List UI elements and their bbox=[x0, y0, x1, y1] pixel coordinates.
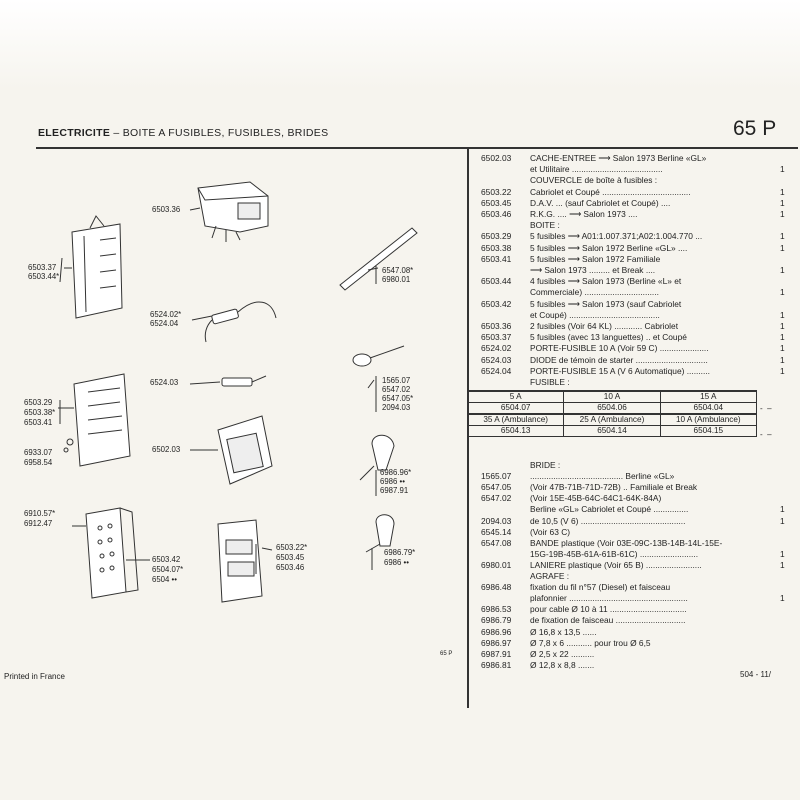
figure-label: 6503.44* bbox=[28, 272, 60, 281]
part-description: R.K.G. .... ⟶ Salon 1973 .... bbox=[530, 209, 638, 219]
figure-label: 6503.42 bbox=[152, 555, 181, 564]
figure-label: 6503.46 bbox=[276, 563, 305, 572]
part-ref: 6503.42 bbox=[481, 298, 512, 309]
part-quantity: 1 bbox=[780, 242, 785, 253]
table-cell: 25 A (Ambulance) bbox=[564, 414, 660, 426]
figure-label: 6986.96* bbox=[380, 468, 412, 477]
figure-label: 6504.07* bbox=[152, 565, 184, 574]
figure-label: 1565.07 bbox=[382, 376, 411, 385]
fuse-cover-drawing bbox=[218, 520, 262, 602]
part-ref: 6503.44 bbox=[481, 276, 512, 287]
part-ref: 6524.04 bbox=[481, 365, 512, 376]
table-cell: 6504.06 bbox=[564, 403, 660, 415]
figure-label: 2094.03 bbox=[382, 403, 411, 412]
part-description: 5 fusibles (avec 13 languettes) .. et Coupé bbox=[530, 332, 687, 343]
part-ref: 6980.01 bbox=[481, 559, 512, 570]
figure-label: 6980.01 bbox=[382, 275, 411, 284]
part-ref: 6986.48 bbox=[481, 582, 512, 593]
part-description: (Voir 63 C) bbox=[530, 526, 571, 537]
part-quantity: 1 bbox=[780, 321, 785, 331]
figure-label: 6547.08* bbox=[382, 266, 414, 275]
figure-label: 6503.22* bbox=[276, 543, 308, 552]
part-quantity: 1 bbox=[780, 343, 785, 354]
figure-label: 6910.57* bbox=[24, 509, 56, 518]
part-quantity: 1 bbox=[780, 209, 785, 219]
part-description: Ø 12,8 x 8,8 ....... bbox=[530, 659, 595, 670]
figure-label: 6987.91 bbox=[380, 486, 409, 495]
part-description: Berline «GL» Cabriolet et Coupé ............... bbox=[530, 504, 689, 515]
table-cell: 10 A (Ambulance) bbox=[660, 414, 756, 426]
table-row bbox=[468, 403, 757, 415]
part-ref: 6503.29 bbox=[481, 231, 512, 242]
figure-label: 6933.07 bbox=[24, 448, 53, 457]
part-ref: 6503.37 bbox=[481, 332, 512, 343]
part-description: BOITE : bbox=[530, 220, 560, 231]
part-description: Ø 2,5 x 22 .......... bbox=[530, 648, 595, 659]
part-ref: 6503.46 bbox=[481, 209, 512, 219]
part-quantity: 1 bbox=[780, 332, 785, 343]
table-row bbox=[468, 414, 757, 426]
table-row bbox=[468, 391, 757, 403]
fuse-box-vertical-drawing bbox=[72, 216, 122, 318]
part-description: (Voir 47B-71B-71D-72B) .. Familiale et Break bbox=[530, 482, 698, 493]
part-description: Cabriolet et Coupé ...................................... bbox=[530, 186, 691, 197]
part-description: 2 fusibles (Voir 64 KL) ............ Cabriolet bbox=[530, 321, 679, 331]
part-quantity: 1 bbox=[780, 365, 785, 376]
part-quantity: 1 bbox=[780, 265, 785, 275]
part-description: COUVERCLE de boîte à fusibles : bbox=[530, 175, 658, 186]
figure-label: 6503.37 bbox=[28, 263, 57, 272]
part-ref: 6986.81 bbox=[481, 659, 512, 670]
part-description: 5 fusibles ⟶ Salon 1972 Berline «GL» .... bbox=[530, 242, 688, 253]
figure-label: 6524.02* bbox=[150, 310, 182, 319]
part-description: ⟶ Salon 1973 ......... et Break .... bbox=[530, 265, 656, 275]
clip-drawing-1 bbox=[372, 435, 394, 470]
figure-label: 6986.79* bbox=[384, 548, 416, 557]
part-ref: 6986.79 bbox=[481, 615, 512, 626]
part-description: FUSIBLE : bbox=[530, 377, 570, 387]
relay-box-drawing bbox=[198, 182, 268, 242]
part-ref: 6547.05 bbox=[481, 482, 512, 493]
figure-label: 6504 •• bbox=[152, 575, 177, 584]
part-quantity: 1 bbox=[780, 559, 785, 570]
table-cell: 6504.04 bbox=[660, 403, 756, 415]
table-header-cell: 10 A bbox=[564, 391, 660, 403]
part-ref: 6987.91 bbox=[481, 648, 512, 659]
part-description: PORTE-FUSIBLE 10 A (Voir 59 C) ..................... bbox=[530, 343, 709, 354]
figure-label: 6503.36 bbox=[152, 205, 181, 214]
part-ref: 6503.45 bbox=[481, 197, 512, 208]
connector-block-drawing bbox=[86, 508, 138, 598]
part-description: de 10,5 (V 6) ............................................. bbox=[530, 515, 686, 526]
part-quantity: 1 bbox=[780, 309, 785, 320]
part-description: Ø 16,8 x 13,5 ...... bbox=[530, 626, 597, 637]
figure-label: 6503.29 bbox=[24, 398, 53, 407]
figure-label: 6958.54 bbox=[24, 458, 53, 467]
part-description: BRIDE : bbox=[530, 460, 561, 470]
part-description: de fixation de faisceau .............................. bbox=[530, 615, 686, 626]
part-description: 5 fusibles ⟶ A01:1.007.371;A02:1.004.770 ... bbox=[530, 231, 703, 242]
part-description: plafonnier ................................................... bbox=[530, 593, 688, 604]
part-ref: 6502.03 bbox=[481, 153, 512, 163]
part-ref: 6547.08 bbox=[481, 537, 512, 548]
part-description: PORTE-FUSIBLE 15 A (V 6 Automatique) .......... bbox=[530, 365, 710, 376]
part-description: BANDE plastique (Voir 03E-09C-13B-14B-14L-15E- bbox=[530, 537, 723, 548]
figure-label: 6986 •• bbox=[384, 558, 409, 567]
fuse-holder-drawing bbox=[205, 302, 276, 342]
page-number: 65 P bbox=[733, 117, 777, 140]
part-description: pour cable Ø 10 à 11 ................................. bbox=[530, 604, 687, 615]
part-ref: 6503.22 bbox=[481, 186, 512, 197]
part-description: 5 fusibles ⟶ Salon 1972 Familiale bbox=[530, 253, 661, 264]
figure-label: 6547.02 bbox=[382, 385, 411, 394]
part-description: 4 fusibles ⟶ Salon 1973 (Berline «L» et bbox=[530, 276, 682, 287]
part-ref: 2094.03 bbox=[481, 515, 512, 526]
part-ref: 6986.53 bbox=[481, 604, 512, 615]
part-description: D.A.V. ... (sauf Cabriolet et Coupé) .... bbox=[530, 197, 671, 208]
printed-in-label: Printed in France bbox=[4, 672, 65, 681]
part-quantity: 1 bbox=[780, 504, 785, 515]
dash-mark: - – bbox=[760, 404, 772, 413]
part-description: CACHE-ENTREE ⟶ Salon 1973 Berline «GL» bbox=[530, 153, 707, 163]
footer-page-number: 65 P bbox=[440, 651, 453, 657]
fuse-table bbox=[467, 390, 757, 437]
part-description: 15G-19B-45B-61A-61B-61C) ......................... bbox=[530, 548, 699, 559]
table-cell: 35 A (Ambulance) bbox=[468, 414, 564, 426]
part-ref: 6545.14 bbox=[481, 526, 512, 537]
part-quantity: 1 bbox=[780, 515, 785, 526]
part-description: et Utilitaire ....................................... bbox=[530, 164, 663, 175]
part-description: Ø 7,8 x 6 ........... pour trou Ø 6,5 bbox=[530, 637, 651, 648]
figure-label: 6503.38* bbox=[24, 408, 56, 417]
part-description: AGRAFE : bbox=[530, 571, 570, 581]
part-quantity: 1 bbox=[780, 197, 785, 208]
table-cell: 6504.14 bbox=[564, 426, 660, 437]
part-description: DIODE de témoin de starter ............................... bbox=[530, 354, 708, 365]
part-ref: 6524.03 bbox=[481, 354, 512, 365]
fuse-box-5-drawing bbox=[64, 374, 130, 466]
part-ref: 6524.02 bbox=[481, 343, 512, 354]
table-cell: 6504.07 bbox=[468, 403, 564, 415]
diode-drawing bbox=[222, 376, 266, 386]
table-row bbox=[468, 426, 757, 437]
part-quantity: 1 bbox=[780, 548, 785, 559]
figure-label: 6912.47 bbox=[24, 519, 53, 528]
part-ref: 6986.96 bbox=[481, 626, 512, 637]
part-description: ........................................ Berline «GL» bbox=[530, 471, 675, 482]
table-header-cell: 15 A bbox=[660, 391, 756, 403]
part-quantity: 1 bbox=[780, 354, 785, 365]
part-ref: 6547.02 bbox=[481, 493, 512, 504]
figure-label: 6986 •• bbox=[380, 477, 405, 486]
part-quantity: 1 bbox=[780, 186, 785, 197]
table-cell: 6504.13 bbox=[468, 426, 564, 437]
part-quantity: 1 bbox=[780, 164, 785, 175]
dash-mark: - – bbox=[760, 430, 772, 439]
figure-label: 6547.05* bbox=[382, 394, 414, 403]
part-ref: 1565.07 bbox=[481, 471, 512, 482]
figure-label: 6502.03 bbox=[152, 445, 181, 454]
part-ref: 6503.41 bbox=[481, 253, 512, 264]
figure-label: 6503.41 bbox=[24, 418, 53, 427]
table-cell: 6504.15 bbox=[660, 426, 756, 437]
part-description: LANIERE plastique (Voir 65 B) ........................ bbox=[530, 559, 702, 570]
table-header-cell: 5 A bbox=[468, 391, 564, 403]
part-quantity: 1 bbox=[780, 287, 785, 298]
page-title: ELECTRICITE – BOITE A FUSIBLES, FUSIBLES, BRIDES bbox=[38, 127, 329, 139]
part-ref: 6503.36 bbox=[481, 321, 512, 331]
part-ref: 6986.97 bbox=[481, 637, 512, 648]
bride-drawing bbox=[353, 346, 404, 366]
figure-label: 6503.45 bbox=[276, 553, 305, 562]
part-description: (Voir 15E-45B-64C-64C1-64K-84A) bbox=[530, 493, 662, 504]
part-quantity: 1 bbox=[780, 593, 785, 604]
part-description: fixation du fil n°57 (Diesel) et faisceau bbox=[530, 582, 671, 593]
part-ref: 6503.38 bbox=[481, 242, 512, 253]
clip-drawing-2 bbox=[376, 515, 394, 546]
entry-cover-drawing bbox=[218, 416, 272, 484]
part-description: et Coupé) ....................................... bbox=[530, 309, 660, 320]
part-description: Commerciale) ................................ bbox=[530, 287, 659, 298]
part-description: 5 fusibles ⟶ Salon 1973 (sauf Cabriolet bbox=[530, 298, 682, 309]
figure-label: 6524.04 bbox=[150, 319, 179, 328]
figure-label: 6524.03 bbox=[150, 378, 179, 387]
footer-reference: 504 - 11/ bbox=[740, 670, 771, 679]
part-quantity: 1 bbox=[780, 231, 785, 242]
